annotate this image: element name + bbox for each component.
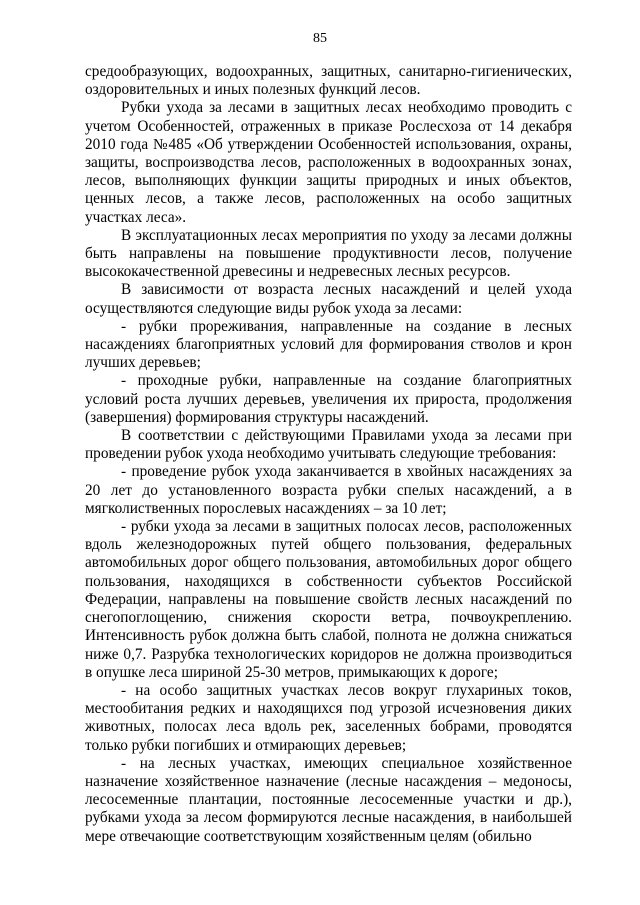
paragraph-continuation: средообразующих, водоохранных, защитных, санитарно-гигиенических, оздоровительных и иных полезных функций лесов. [85, 63, 572, 99]
paragraph-protective-forests: Рубки ухода за лесами в защитных лесах необходимо проводить с учетом Особенностей, отраженных в приказе Рослесхоза от 14 декабря 2010 года №485 «Об утверждении Особенностей использования, охраны, защиты, воспроизводства лесов, расположенных в водоохранных зонах, лесов, выполняющих функции защиты природных и иных объектов, ценных лесов, а также лесов, расположенных на особо защитных участках леса». [85, 99, 572, 226]
list-item-protective-strips: - рубки ухода за лесами в защитных полосах лесов, расположенных вдоль железнодорожных путей общего пользования, федеральных автомобильных дорог общего пользования, автомобильных дорог общего пользования, находящихся в собственности субъектов Российской Федерации, направлены на повышение свойств лесных насаждений по снегопоглощению, снижения скорости ветра, почвоукреплению. Интенсивность рубок должна быть слабой, полнота не должна снижаться ниже 0,7. Разрубка технологических коридоров не должна производиться в опушке леса шириной 25-30 метров, примыкающих к дороге; [85, 518, 572, 681]
paragraph-exploitation-forests: В эксплуатационных лесах мероприятия по уходу за лесами должны быть направлены на повышение продуктивности лесов, получение высококачественной древесины и недревесных лесных ресурсов. [85, 226, 572, 281]
list-item-special-purpose-plots: - на лесных участках, имеющих специальное хозяйственное назначение хозяйственное назначение (лесные насаждения – медоносы, лесосеменные плантации, постоянные лесосеменные участки и др.), рубками ухода за лесом формируются лесные насаждения, в наибольшей мере отвечающие соответствующим хозяйственным целям (обильно [85, 754, 572, 845]
list-item-end-of-cutting: - проведение рубок ухода заканчивается в хвойных насаждениях за 20 лет до установленного возраста рубки спелых насаждений, а в мягколиственных порослевых насаждениях – за 10 лет; [85, 463, 572, 517]
page-number: 85 [313, 31, 327, 46]
paragraph-requirements-intro: В соответствии с действующими Правилами ухода за лесами при проведении рубок ухода необходимо учитывать следующие требования: [85, 427, 572, 463]
list-item-special-protection-areas: - на особо защитных участках лесов вокруг глухариных токов, местообитания редких и находящихся под угрозой исчезновения диких животных, полосах леса вдоль рек, заселенных бобрами, проводятся только рубки погибших и отмирающих деревьев; [85, 681, 572, 754]
list-item-thinning: - рубки прореживания, направленные на создание в лесных насаждениях благоприятных условий для формирования стволов и крон лучших деревьев; [85, 317, 572, 372]
document-body [85, 63, 572, 846]
list-item-passage-cutting: - проходные рубки, направленные на создание благоприятных условий роста лучших деревьев, увеличения их прироста, продолжения (завершения) формирования структуры насаждений. [85, 372, 572, 426]
paragraph-cutting-types-intro: В зависимости от возраста лесных насаждений и целей ухода осуществляются следующие виды рубок ухода за лесами: [85, 281, 572, 317]
